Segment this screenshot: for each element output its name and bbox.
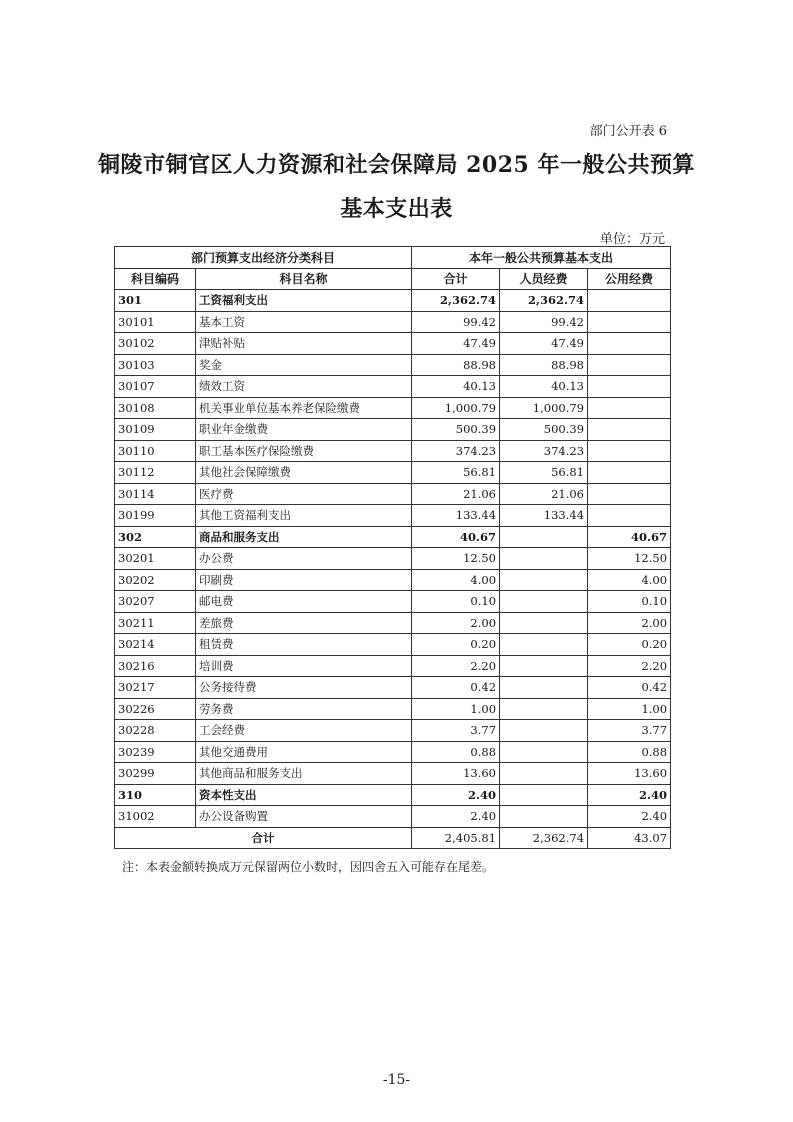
- personnel-cell: [500, 677, 588, 699]
- public-cell: 2.00: [588, 612, 671, 634]
- public-cell: [588, 376, 671, 398]
- page-number: -15-: [382, 1072, 411, 1088]
- table-body: [115, 290, 671, 828]
- column-header-name: 科目名称: [196, 268, 412, 290]
- column-header-public: 公用经费: [588, 268, 671, 290]
- personnel-cell: [500, 591, 588, 613]
- total-cell: 12.50: [412, 548, 500, 570]
- code-cell: 30108: [115, 397, 196, 419]
- name-cell: 邮电费: [196, 591, 412, 613]
- footnote: 注：本表金额转换成万元保留两位小数时，因四舍五入可能存在尾差。: [122, 860, 495, 874]
- table-row: [115, 612, 671, 634]
- public-cell: [588, 419, 671, 441]
- page-subtitle: 基本支出表: [340, 196, 453, 222]
- total-cell: 56.81: [412, 462, 500, 484]
- personnel-cell: [500, 698, 588, 720]
- total-cell: 2,362.74: [412, 290, 500, 312]
- code-cell: 301: [115, 290, 196, 312]
- name-cell: 公务接待费: [196, 677, 412, 699]
- total-cell: 21.06: [412, 483, 500, 505]
- public-cell: [588, 311, 671, 333]
- total-cell: 0.42: [412, 677, 500, 699]
- group-header-expenditure: 本年一般公共预算基本支出: [412, 247, 671, 269]
- total-sum-cell: 2,405.81: [412, 827, 500, 849]
- total-cell: 99.42: [412, 311, 500, 333]
- table-total-row: [115, 827, 671, 849]
- public-cell: 0.88: [588, 741, 671, 763]
- code-cell: 310: [115, 784, 196, 806]
- name-cell: 办公设备购置: [196, 806, 412, 828]
- public-cell: 3.77: [588, 720, 671, 742]
- public-cell: [588, 505, 671, 527]
- public-cell: [588, 483, 671, 505]
- page-title: 铜陵市铜官区人力资源和社会保障局 2025 年一般公共预算: [97, 152, 696, 178]
- personnel-cell: 1,000.79: [500, 397, 588, 419]
- table-row: [115, 806, 671, 828]
- name-cell: 其他商品和服务支出: [196, 763, 412, 785]
- name-cell: 差旅费: [196, 612, 412, 634]
- table-row: [115, 763, 671, 785]
- table-row: [115, 397, 671, 419]
- code-cell: 302: [115, 526, 196, 548]
- public-cell: 0.10: [588, 591, 671, 613]
- table-row: [115, 440, 671, 462]
- table-group-row: [115, 784, 671, 806]
- public-cell: [588, 333, 671, 355]
- personnel-cell: [500, 548, 588, 570]
- personnel-cell: 2,362.74: [500, 290, 588, 312]
- code-cell: 30207: [115, 591, 196, 613]
- table-row: [115, 655, 671, 677]
- unit-label: 单位：万元: [599, 232, 665, 247]
- public-cell: 2.20: [588, 655, 671, 677]
- total-cell: 88.98: [412, 354, 500, 376]
- public-cell: [588, 397, 671, 419]
- total-personnel-cell: 2,362.74: [500, 827, 588, 849]
- personnel-cell: [500, 806, 588, 828]
- table-row: [115, 591, 671, 613]
- code-cell: 30217: [115, 677, 196, 699]
- personnel-cell: 500.39: [500, 419, 588, 441]
- total-cell: 40.67: [412, 526, 500, 548]
- table-row: [115, 505, 671, 527]
- code-cell: 30201: [115, 548, 196, 570]
- code-cell: 30239: [115, 741, 196, 763]
- code-cell: 30109: [115, 419, 196, 441]
- personnel-cell: [500, 784, 588, 806]
- name-cell: 其他社会保障缴费: [196, 462, 412, 484]
- code-cell: 30102: [115, 333, 196, 355]
- personnel-cell: [500, 720, 588, 742]
- personnel-cell: 99.42: [500, 311, 588, 333]
- total-cell: 2.20: [412, 655, 500, 677]
- name-cell: 机关事业单位基本养老保险缴费: [196, 397, 412, 419]
- name-cell: 租赁费: [196, 634, 412, 656]
- table-row: [115, 720, 671, 742]
- table-group-row: [115, 526, 671, 548]
- budget-table: [114, 246, 671, 849]
- public-cell: 40.67: [588, 526, 671, 548]
- total-cell: 1,000.79: [412, 397, 500, 419]
- column-header-personnel: 人员经费: [500, 268, 588, 290]
- personnel-cell: 40.13: [500, 376, 588, 398]
- code-cell: 31002: [115, 806, 196, 828]
- code-cell: 30114: [115, 483, 196, 505]
- total-cell: 4.00: [412, 569, 500, 591]
- name-cell: 劳务费: [196, 698, 412, 720]
- name-cell: 其他交通费用: [196, 741, 412, 763]
- personnel-cell: [500, 526, 588, 548]
- name-cell: 奖金: [196, 354, 412, 376]
- personnel-cell: [500, 741, 588, 763]
- code-cell: 30299: [115, 763, 196, 785]
- name-cell: 职业年金缴费: [196, 419, 412, 441]
- name-cell: 培训费: [196, 655, 412, 677]
- name-cell: 津贴补贴: [196, 333, 412, 355]
- personnel-cell: 133.44: [500, 505, 588, 527]
- table-row: [115, 634, 671, 656]
- total-label: 合计: [115, 827, 412, 849]
- total-cell: 3.77: [412, 720, 500, 742]
- total-cell: 0.88: [412, 741, 500, 763]
- table-row: [115, 483, 671, 505]
- total-cell: 40.13: [412, 376, 500, 398]
- total-cell: 0.10: [412, 591, 500, 613]
- total-cell: 0.20: [412, 634, 500, 656]
- table-group-row: [115, 290, 671, 312]
- public-cell: 2.40: [588, 784, 671, 806]
- personnel-cell: [500, 569, 588, 591]
- table-row: [115, 569, 671, 591]
- public-cell: 0.20: [588, 634, 671, 656]
- public-cell: 12.50: [588, 548, 671, 570]
- total-cell: 2.40: [412, 784, 500, 806]
- table-row: [115, 677, 671, 699]
- total-public-cell: 43.07: [588, 827, 671, 849]
- code-cell: 30226: [115, 698, 196, 720]
- total-cell: 47.49: [412, 333, 500, 355]
- code-cell: 30216: [115, 655, 196, 677]
- code-cell: 30214: [115, 634, 196, 656]
- table-row: [115, 462, 671, 484]
- personnel-cell: [500, 612, 588, 634]
- public-cell: [588, 354, 671, 376]
- table-column-header-row: [115, 268, 671, 290]
- public-cell: 0.42: [588, 677, 671, 699]
- code-cell: 30110: [115, 440, 196, 462]
- code-cell: 30211: [115, 612, 196, 634]
- public-cell: [588, 290, 671, 312]
- public-cell: [588, 462, 671, 484]
- personnel-cell: 56.81: [500, 462, 588, 484]
- public-cell: 13.60: [588, 763, 671, 785]
- code-cell: 30228: [115, 720, 196, 742]
- name-cell: 工资福利支出: [196, 290, 412, 312]
- table-row: [115, 311, 671, 333]
- table-group-header-row: [115, 247, 671, 269]
- total-cell: 133.44: [412, 505, 500, 527]
- table-row: [115, 354, 671, 376]
- column-header-total: 合计: [412, 268, 500, 290]
- personnel-cell: [500, 634, 588, 656]
- code-cell: 30112: [115, 462, 196, 484]
- total-cell: 500.39: [412, 419, 500, 441]
- total-cell: 374.23: [412, 440, 500, 462]
- personnel-cell: [500, 763, 588, 785]
- code-cell: 30202: [115, 569, 196, 591]
- personnel-cell: 21.06: [500, 483, 588, 505]
- code-cell: 30103: [115, 354, 196, 376]
- total-cell: 13.60: [412, 763, 500, 785]
- table-row: [115, 333, 671, 355]
- name-cell: 商品和服务支出: [196, 526, 412, 548]
- name-cell: 医疗费: [196, 483, 412, 505]
- personnel-cell: 374.23: [500, 440, 588, 462]
- total-cell: 1.00: [412, 698, 500, 720]
- code-cell: 30101: [115, 311, 196, 333]
- table-row: [115, 548, 671, 570]
- code-cell: 30107: [115, 376, 196, 398]
- name-cell: 绩效工资: [196, 376, 412, 398]
- name-cell: 职工基本医疗保险缴费: [196, 440, 412, 462]
- public-cell: [588, 440, 671, 462]
- table-row: [115, 419, 671, 441]
- personnel-cell: 47.49: [500, 333, 588, 355]
- name-cell: 资本性支出: [196, 784, 412, 806]
- group-header-classification: 部门预算支出经济分类科目: [115, 247, 412, 269]
- personnel-cell: [500, 655, 588, 677]
- total-cell: 2.40: [412, 806, 500, 828]
- public-cell: 2.40: [588, 806, 671, 828]
- name-cell: 印刷费: [196, 569, 412, 591]
- table-number-label: 部门公开表 6: [589, 124, 667, 139]
- public-cell: 4.00: [588, 569, 671, 591]
- table-row: [115, 741, 671, 763]
- name-cell: 办公费: [196, 548, 412, 570]
- public-cell: 1.00: [588, 698, 671, 720]
- name-cell: 其他工资福利支出: [196, 505, 412, 527]
- name-cell: 基本工资: [196, 311, 412, 333]
- personnel-cell: 88.98: [500, 354, 588, 376]
- column-header-code: 科目编码: [115, 268, 196, 290]
- code-cell: 30199: [115, 505, 196, 527]
- table-row: [115, 698, 671, 720]
- total-cell: 2.00: [412, 612, 500, 634]
- name-cell: 工会经费: [196, 720, 412, 742]
- table-row: [115, 376, 671, 398]
